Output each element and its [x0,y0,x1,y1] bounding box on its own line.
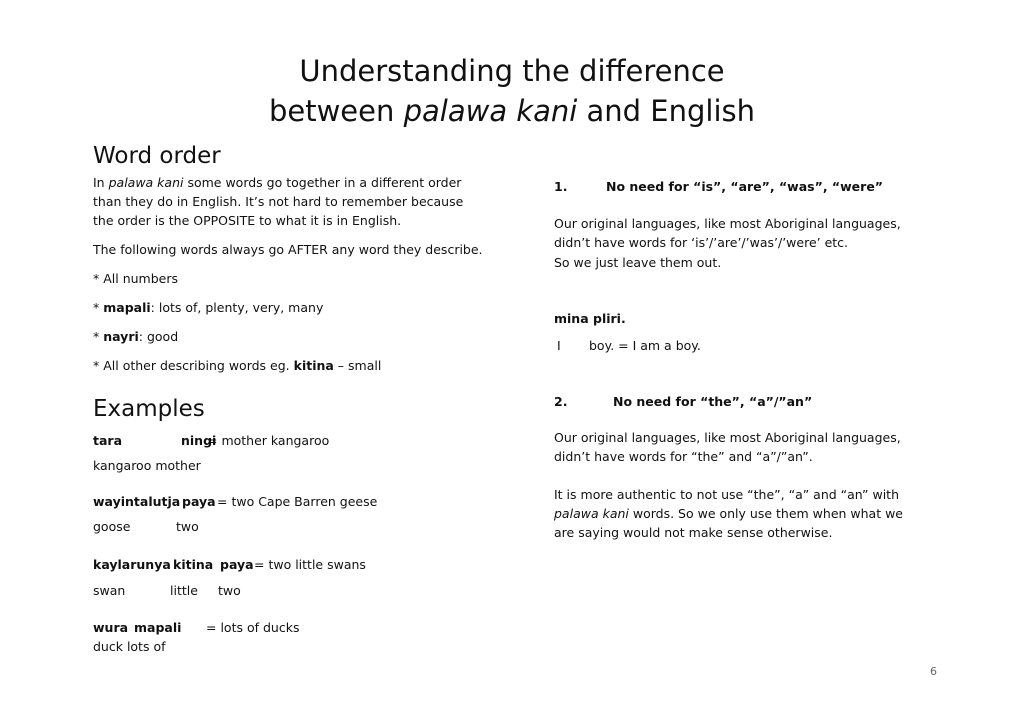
rule-1-body-line-1: Our original languages, like most Aboriginal languages, [554,216,901,231]
rule-1-gloss-i: I [557,338,561,353]
rule-1-heading: No need for “is”, “are”, “was”, “were” [606,179,884,194]
list-item-text: : good [138,329,179,344]
example-3-meaning: = two little swans [254,557,366,572]
word-order-intro-line-2: than they do in English. It’s not hard to remember because [93,194,464,209]
list-item-word: kitina [293,358,334,373]
list-item-text: – small [333,358,382,373]
example-2-word-1: wayintalutja [93,494,181,509]
list-item-bullet: * [93,300,104,315]
example-3-word-2: kitina [173,557,214,572]
word-order-intro-line-1 [93,173,461,192]
page-number: 6 [930,665,937,678]
example-2-gloss-2: two [176,519,199,534]
word-order-intro-line-3: the order is the OPPOSITE to what it is in English. [93,213,402,228]
example-2-gloss-1: goose [93,519,131,534]
example-1-gloss: kangaroo mother [93,458,201,473]
rule-1-number: 1. [554,179,568,194]
rule-2-heading: No need for “the”, “a”/”an” [613,394,813,409]
example-4-word-2: mapali [134,620,182,635]
list-item [93,356,381,375]
example-3-word-3: paya [220,557,254,572]
list-item [93,327,178,346]
title-line-2-end: and English [577,94,756,128]
example-1-word-2: ningi [181,433,217,448]
example-2-word-2: paya [182,494,216,509]
example-1-word-1: tara [93,433,123,448]
list-item-word: nayri [103,329,139,344]
title-line-1: Understanding the difference [299,54,725,88]
example-3-word-1: kaylarunya [93,557,171,572]
following-words-text: The following words always go AFTER any word they describe. [93,242,483,257]
list-item-text: * All numbers [93,271,178,286]
example-2-meaning: = two Cape Barren geese [217,494,378,509]
intro-italic: palawa kani [108,175,184,190]
example-1-meaning: = mother kangaroo [207,433,330,448]
rule-2-body-line-3: It is more authentic to not use “the”, “a” and “an” with [554,487,900,502]
rule-2-body-line-4 [554,504,903,523]
intro-text: some words go together in a different order [183,175,462,190]
rule-1-gloss-rest: boy. = I am a boy. [589,338,701,353]
title-line-2-italic: palawa kani [403,94,578,128]
rule-2-body-line-2: didn’t have words for “the” and “a”/”an”. [554,449,813,464]
example-3-gloss-1: swan [93,583,126,598]
rule-1-body-line-2: didn’t have words for ‘is’/’are’/’was’/’were’ etc. [554,235,849,250]
title-line-2-start: between [268,94,404,128]
rule-1-body-line-3: So we just leave them out. [554,255,722,270]
word-order-heading: Word order [93,143,221,169]
rule-2-number: 2. [554,394,568,409]
example-3-gloss-2: little [170,583,198,598]
examples-heading: Examples [93,396,205,422]
page-title [0,51,1024,91]
rule-2-text: words. So we only use them when what we [628,506,903,521]
example-4-meaning: = lots of ducks [206,620,300,635]
rule-2-body-line-5: are saying would not make sense otherwise. [554,525,833,540]
intro-text: In [93,175,109,190]
example-4-gloss: duck lots of [93,639,166,654]
list-item-bullet: * [93,329,104,344]
rule-1-example: mina pliri. [554,311,626,326]
list-item [93,298,323,317]
list-item-text: : lots of, plenty, very, many [150,300,324,315]
list-item-text: * All other describing words eg. [93,358,294,373]
rule-2-body-line-1: Our original languages, like most Aboriginal languages, [554,430,901,445]
list-item-word: mapali [103,300,151,315]
rule-2-italic: palawa kani [554,506,629,521]
page-title-line-2 [0,91,1024,131]
example-4-word-1: wura [93,620,129,635]
list-item [93,269,178,288]
example-3-gloss-3: two [218,583,241,598]
